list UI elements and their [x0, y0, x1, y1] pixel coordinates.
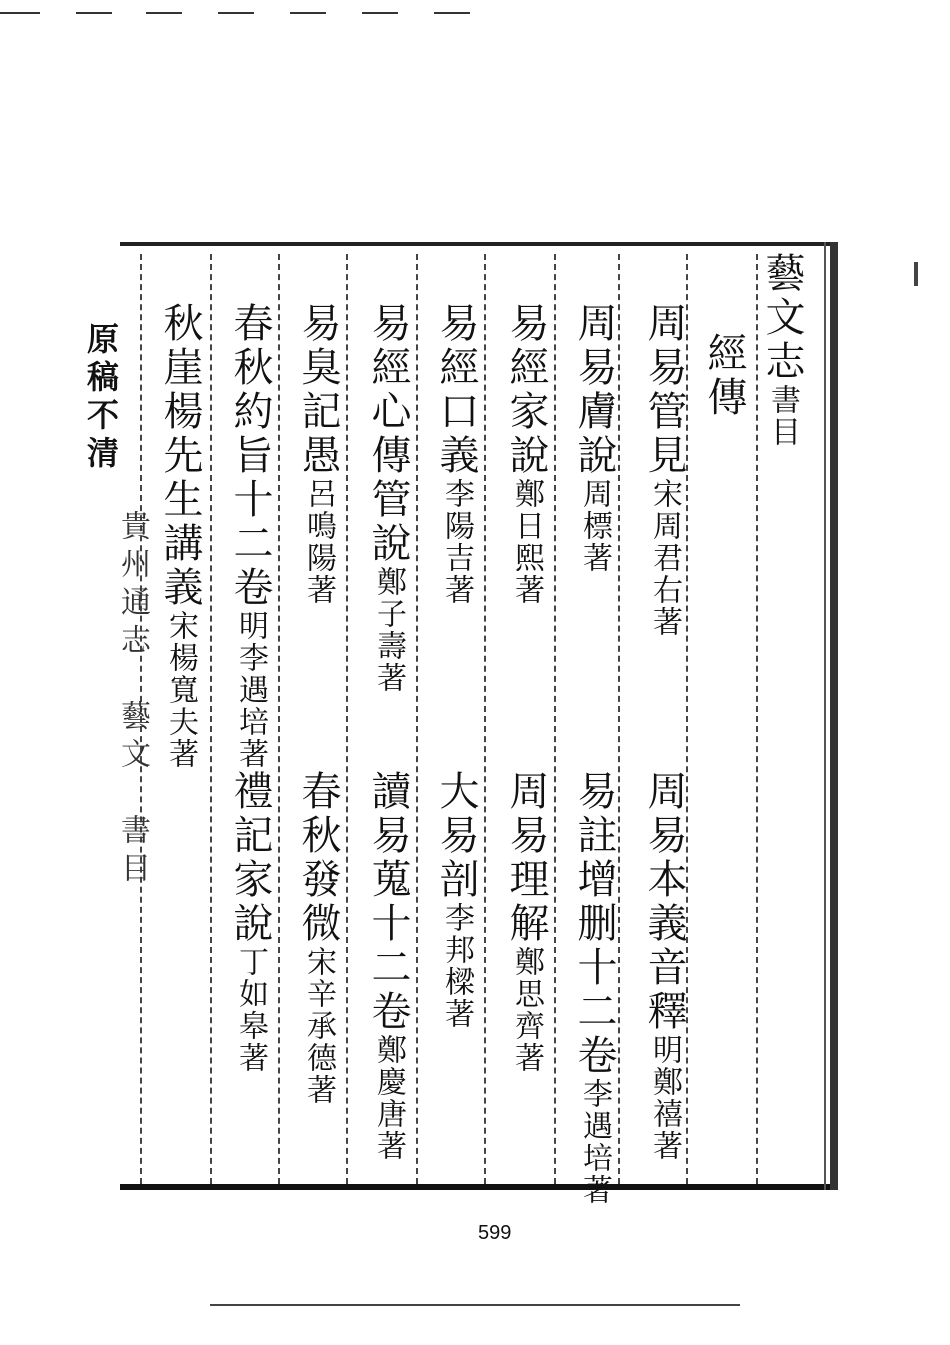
- entry-title: 易註增删十二卷: [571, 770, 617, 1078]
- entry-title: 大易剖: [433, 770, 479, 902]
- top-dash: [434, 12, 470, 14]
- entry-author: 周標著: [577, 478, 612, 574]
- column-rule: [416, 254, 419, 1184]
- section-heading: 經傳: [701, 332, 747, 420]
- entry-column-lower: [228, 770, 272, 1074]
- margin-note: 原稿不清: [82, 322, 120, 474]
- column-rule: [554, 254, 557, 1184]
- entry-author: 李遇培著: [577, 1078, 612, 1206]
- ban-xin-label: 貴州通志 藝文 書目: [115, 510, 150, 890]
- entry-author: 李陽吉著: [439, 478, 474, 606]
- entry-title: 讀易蒐十二卷: [365, 770, 411, 1034]
- entry-title: 春秋約旨十二卷: [227, 302, 273, 610]
- entry-author: 呂鳴陽著: [301, 478, 336, 606]
- frame-top-border: [120, 242, 838, 246]
- entry-title: 易臭記愚: [295, 302, 341, 478]
- top-dash: [146, 12, 182, 14]
- entry-author: 宋辛承德著: [301, 946, 336, 1106]
- header-subtitle: 書目: [765, 384, 800, 448]
- entry-author: 明李遇培著: [233, 610, 268, 770]
- column-rule: [484, 254, 487, 1184]
- entry-title: 春秋發微: [295, 770, 341, 946]
- entry-title: 禮記家說: [227, 770, 273, 946]
- bottom-rule: [210, 1304, 740, 1306]
- entry-column: [504, 302, 548, 606]
- entry-author: 明鄭禧著: [647, 1034, 682, 1162]
- entry-column: [296, 302, 340, 606]
- top-dash: [290, 12, 326, 14]
- entry-author: 鄭慶唐著: [371, 1034, 406, 1162]
- entry-column-lower: [296, 770, 340, 1106]
- entry-title: 周易膚說: [571, 302, 617, 478]
- entry-author: 鄭日熙著: [509, 478, 544, 606]
- entry-title: 易經心傳管說: [365, 302, 411, 566]
- top-dash: [0, 12, 40, 14]
- entry-author: 丁如皋著: [233, 946, 268, 1074]
- entry-author: 鄭思齊著: [509, 946, 544, 1074]
- edge-mark: [914, 262, 918, 286]
- column-rule: [210, 254, 213, 1184]
- entry-title: 周易理解: [503, 770, 549, 946]
- entry-author: 宋楊寬夫著: [163, 610, 198, 770]
- entry-column-lower: [642, 770, 686, 1162]
- entry-title: 易經家說: [503, 302, 549, 478]
- frame-right-border: [830, 242, 838, 1190]
- entry-title: 周易管見: [641, 302, 687, 478]
- entry-column-lower: [572, 770, 616, 1206]
- frame-bottom-border: [120, 1184, 838, 1190]
- page-number: 599: [478, 1222, 512, 1244]
- entry-column-lower: [504, 770, 548, 1074]
- column-rule: [756, 254, 759, 1184]
- entry-title: 易經口義: [433, 302, 479, 478]
- header-title: [760, 252, 804, 448]
- entry-title: 秋崖楊先生講義: [157, 302, 203, 610]
- entry-column-lower: [366, 770, 410, 1162]
- header-title-text: 藝文志: [759, 252, 805, 384]
- entry-column: [228, 302, 272, 770]
- entry-column: [434, 302, 478, 606]
- top-dash: [76, 12, 112, 14]
- column-rule: [346, 254, 349, 1184]
- entry-column: [366, 302, 410, 694]
- column-rule: [278, 254, 281, 1184]
- entry-title: 周易本義音釋: [641, 770, 687, 1034]
- entry-author: 李邦樑著: [439, 902, 474, 1030]
- column-rule: [618, 254, 621, 1184]
- frame-right-inner-border: [824, 242, 826, 1190]
- entry-column: [158, 302, 202, 770]
- entry-column-lower: [434, 770, 478, 1030]
- entry-column: [572, 302, 616, 574]
- entry-author: 鄭子壽著: [371, 566, 406, 694]
- top-dash: [218, 12, 254, 14]
- entry-author: 宋周君右著: [647, 478, 682, 638]
- top-dash: [362, 12, 398, 14]
